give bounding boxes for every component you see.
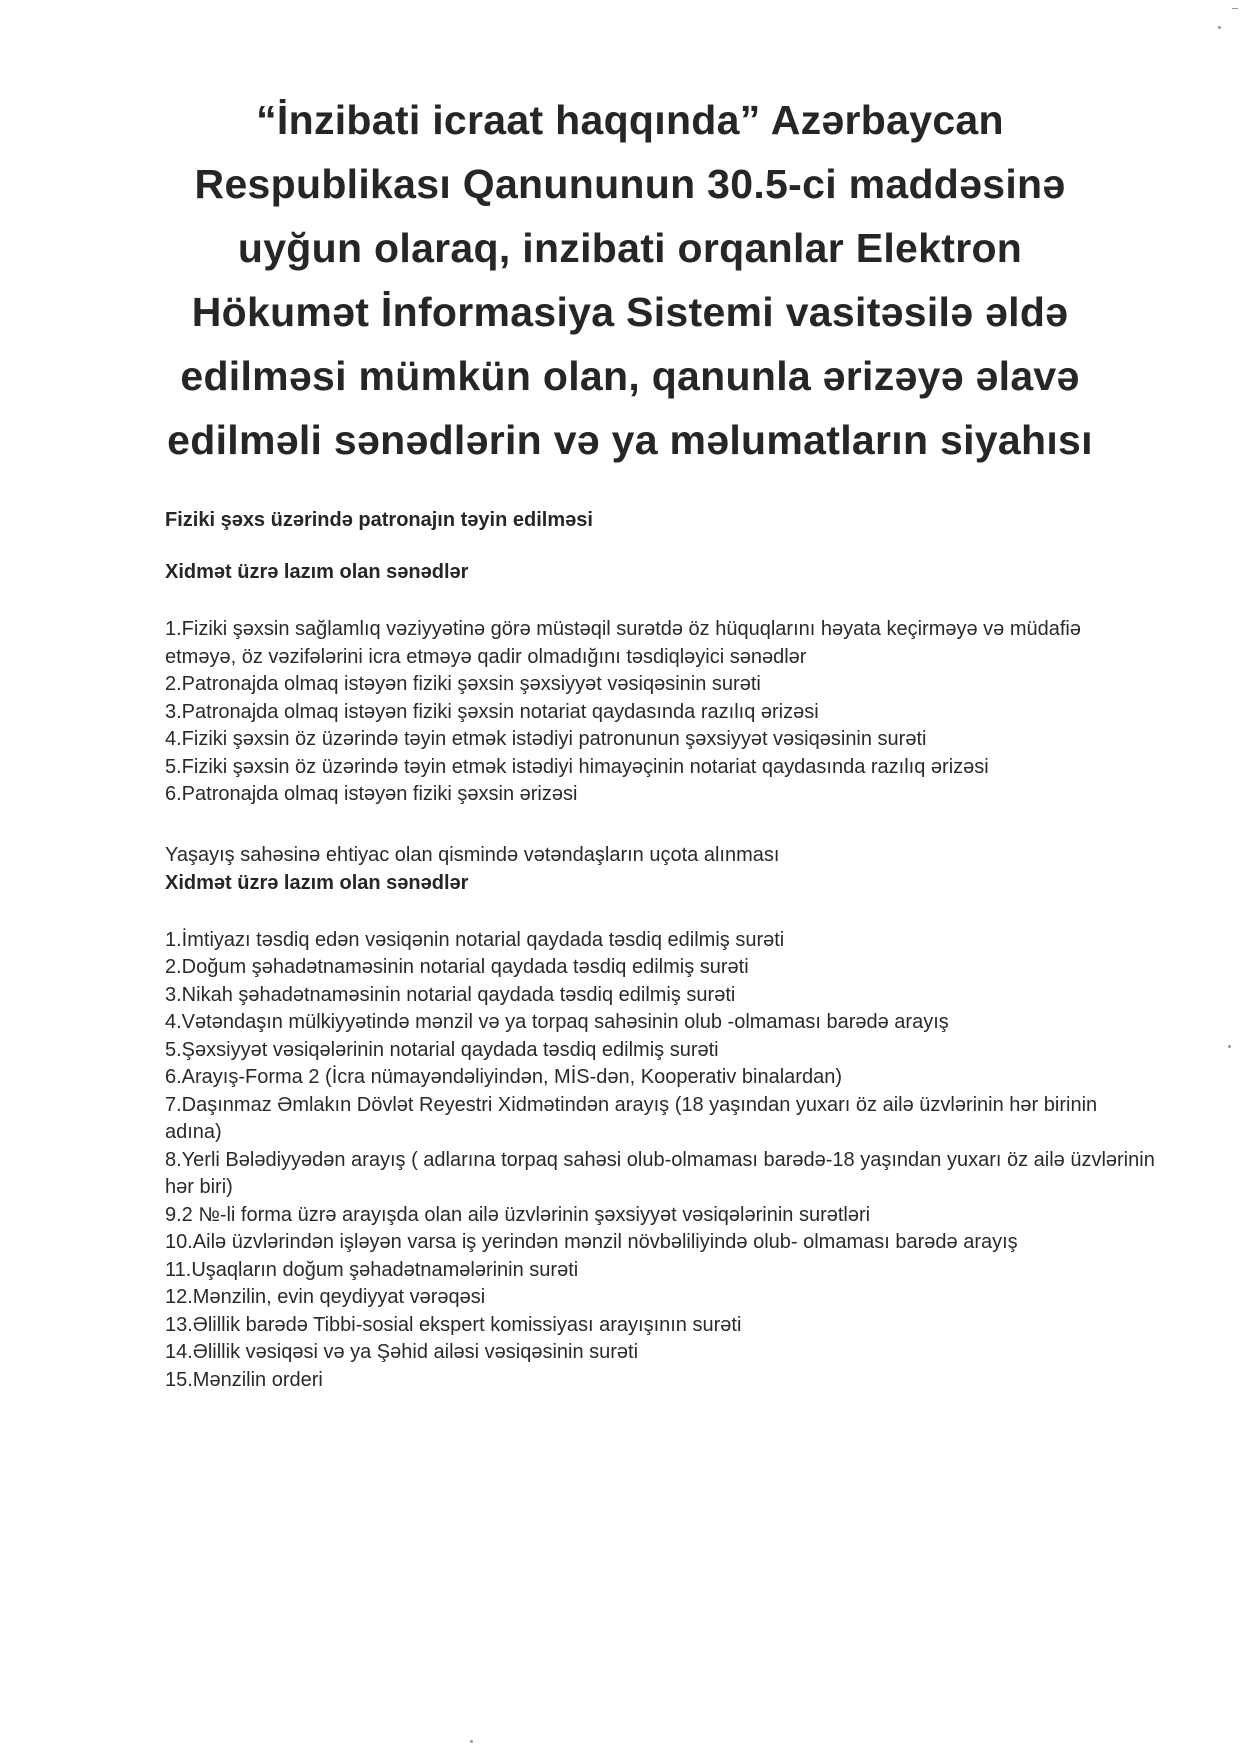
document-body: [165, 506, 1155, 1394]
list-item: 12.Mənzilin, evin qeydiyyat vərəqəsi: [165, 1286, 486, 1308]
list-item: 7.Daşınmaz Əmlakın Dövlət Reyestri Xidmətindən arayış (18 yaşından yuxarı öz ailə üzvlərinin hər birinin adına): [165, 1093, 1098, 1143]
list-item: 15.Mənzilin orderi: [165, 1368, 323, 1391]
scan-speck: [1232, 8, 1238, 9]
scan-speck: [470, 1740, 473, 1743]
section-heading-patronage: Fiziki şəxs üzərində patronajın təyin edilməsi: [165, 509, 593, 531]
list-item: 6.Patronajda olmaq istəyən fiziki şəxsin ərizəsi: [165, 783, 578, 805]
list-item: 5.Fiziki şəxsin öz üzərində təyin etmək istədiyi himayəçinin notariat qaydasında razılıq ərizəsi: [165, 755, 989, 778]
page-title: “İnzibati icraat haqqında” Azərbaycan Respublikası Qanununun 30.5-ci maddəsinə uyğun olaraq, inzibati orqanlar Elektron Hökumət İnformasiya Sistemi vasitəsilə əldə edilməsi mümkün olan, qanunla ərizəyə əlavə edilməli sənədlərin və ya məlumatların siyahısı: [167, 97, 1093, 463]
list-item: 6.Arayış-Forma 2 (İcra nümayəndəliyindən, MİS-dən, Kooperativ binalardan): [165, 1066, 842, 1088]
scan-speck: [1218, 26, 1221, 29]
list-item: 14.Əlillik vəsiqəsi və ya Şəhid ailəsi vəsiqəsinin surəti: [165, 1341, 639, 1363]
list-item: 4.Fiziki şəxsin öz üzərində təyin etmək istədiyi patronunun şəxsiyyət vəsiqəsinin surəti: [165, 728, 927, 750]
scan-speck: [1228, 1045, 1231, 1048]
list-item: 2.Patronajda olmaq istəyən fiziki şəxsin şəxsiyyət vəsiqəsinin surəti: [165, 673, 761, 695]
section-subheading-patronage: Xidmət üzrə lazım olan sənədlər: [165, 561, 469, 583]
list-item: 3.Patronajda olmaq istəyən fiziki şəxsin notariat qaydasında razılıq ərizəsi: [165, 700, 819, 723]
section-subheading-housing: Xidmət üzrə lazım olan sənədlər: [165, 871, 469, 894]
list-item: 3.Nikah şəhadətnaməsinin notarial qaydada təsdiq edilmiş surəti: [165, 983, 736, 1006]
document-list-housing: [165, 927, 1155, 1395]
list-item: 11.Uşaqların doğum şəhadətnamələrinin surəti: [165, 1258, 579, 1281]
list-item: 13.Əlillik barədə Tibbi-sosial ekspert komissiyası arayışının surəti: [165, 1313, 742, 1336]
list-item: 2.Doğum şəhadətnaməsinin notarial qaydada təsdiq edilmiş surəti: [165, 956, 749, 978]
list-item: 5.Şəxsiyyət vəsiqələrinin notarial qaydada təsdiq edilmiş surəti: [165, 1038, 719, 1061]
list-item: 4.Vətəndaşın mülkiyyətində mənzil və ya torpaq sahəsinin olub -olmaması barədə arayış: [165, 1011, 949, 1033]
list-item: 9.2 №-li forma üzrə arayışda olan ailə üzvlərinin şəxsiyyət vəsiqələrinin surətləri: [165, 1203, 871, 1226]
section-heading-housing: Yaşayış sahəsinə ehtiyac olan qismində vətəndaşların uçota alınması: [165, 843, 780, 866]
list-item: 8.Yerli Bələdiyyədən arayış ( adlarına torpaq sahəsi olub-olmaması barədə-18 yaşından yuxarı öz ailə üzvlərinin hər biri): [165, 1148, 1155, 1198]
document-list-patronage: [165, 616, 1155, 809]
list-item: 10.Ailə üzvlərindən işləyən varsa iş yerindən mənzil növbəliliyində olub- olmaması barədə arayış: [165, 1231, 1018, 1253]
list-item: 1.Fiziki şəxsin sağlamlıq vəziyyətinə görə müstəqil surətdə öz hüquqlarını həyata keçirməyə və müdafiə etməyə, öz vəzifələrini icra etməyə qadir olmadığını təsdiqləyici sənədlər: [165, 618, 1081, 668]
list-item: 1.İmtiyazı təsdiq edən vəsiqənin notarial qaydada təsdiq edilmiş surəti: [165, 928, 785, 951]
